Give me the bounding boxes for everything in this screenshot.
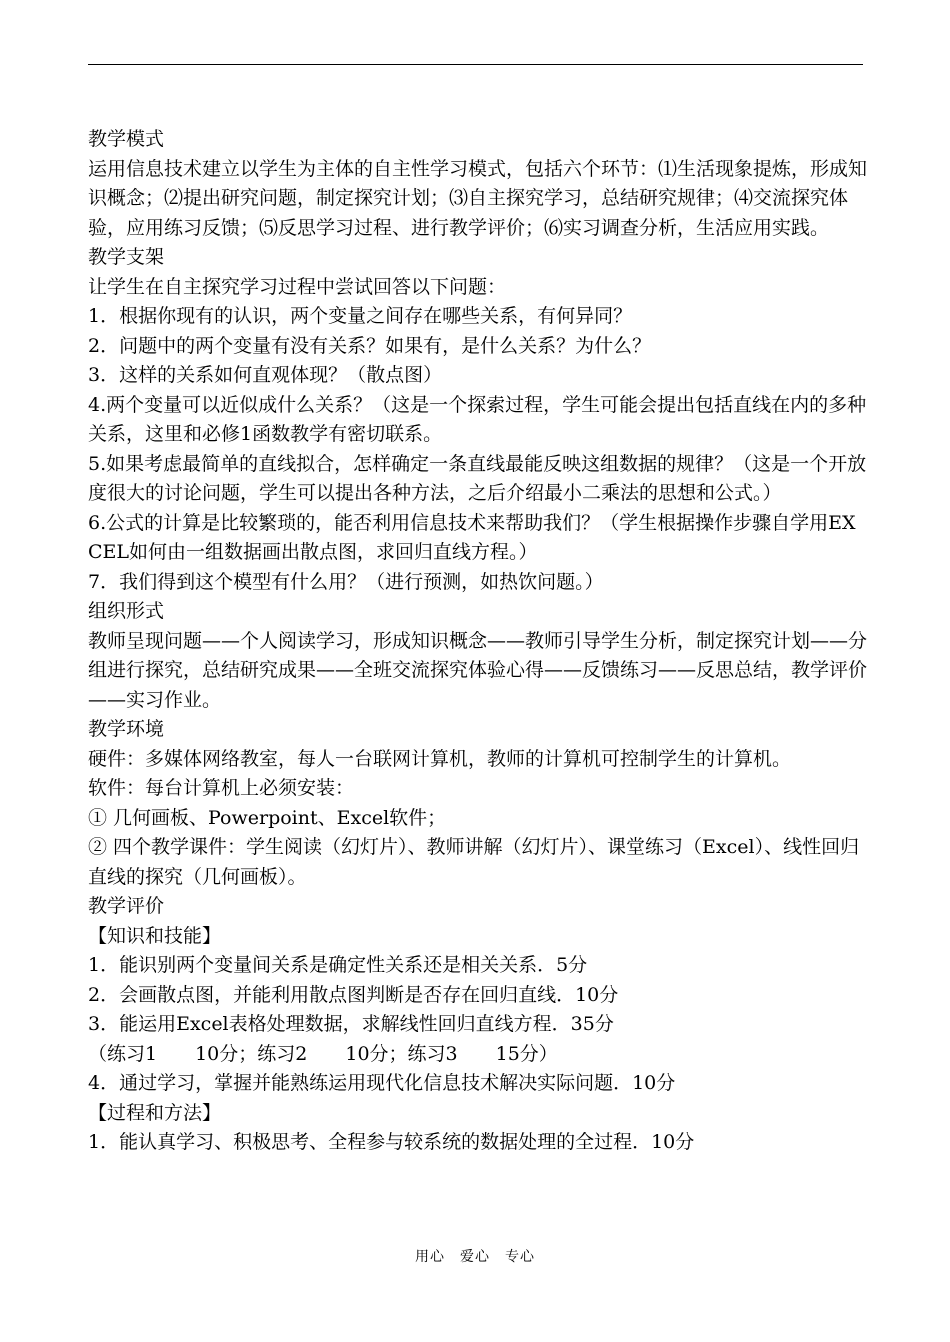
subheading: 【知识和技能】 xyxy=(88,924,222,947)
list-item: 6.公式的计算是比较繁琐的，能否利用信息技术来帮助我们？（学生根据操作步骤自学用EXCEL如何由一组数据画出散点图，求回归直线方程。） xyxy=(88,511,856,563)
list-item: 3．能运用Excel表格处理数据，求解线性回归直线方程．35分 xyxy=(88,1013,614,1035)
list-item: 7．我们得到这个模型有什么用？（进行预测，如热饮问题。） xyxy=(88,570,604,593)
section-heading-organization: 组织形式 xyxy=(88,600,165,622)
list-item: 2．问题中的两个变量有没有关系？如果有，是什么关系？为什么？ xyxy=(88,334,652,357)
list-item: 1．能识别两个变量间关系是确定性关系还是相关关系．5分 xyxy=(88,954,588,976)
subheading: 【过程和方法】 xyxy=(88,1101,222,1124)
document-body xyxy=(88,125,868,1158)
paragraph: 软件：每台计算机上必须安装： xyxy=(88,777,355,799)
list-item: ① 几何画板、Powerpoint、Excel软件； xyxy=(88,806,447,829)
list-item: 3．这样的关系如何直观体现？（散点图） xyxy=(88,364,443,386)
list-item: ② 四个教学课件：学生阅读（幻灯片）、教师讲解（幻灯片）、课堂练习（Excel）、线性回归直线的探究（几何画板）。 xyxy=(88,836,860,888)
section-heading-evaluation: 教学评价 xyxy=(88,895,165,917)
page-footer: 用心 爱心 专心 xyxy=(415,1249,535,1265)
section-heading-environment: 教学环境 xyxy=(88,718,165,740)
list-item: 5.如果考虑最简单的直线拟合，怎样确定一条直线最能反映这组数据的规律？（这是一个开放度很大的讨论问题，学生可以提出各种方法，之后介绍最小二乘法的思想和公式。） xyxy=(88,452,867,504)
paragraph: 运用信息技术建立以学生为主体的自主性学习模式，包括六个环节：⑴生活现象提炼，形成知识概念；⑵提出研究问题，制定探究计划；⑶自主探究学习，总结研究规律；⑷交流探究体验，应用练习反馈；⑸反思学习过程、进行教学评价；⑹实习调查分析，生活应用实践。 xyxy=(88,157,868,239)
list-item: 1．能认真学习、积极思考、全程参与较系统的数据处理的全过程．10分 xyxy=(88,1131,695,1153)
list-item: 2．会画散点图，并能利用散点图判断是否存在回归直线．10分 xyxy=(88,983,619,1006)
section-heading-teaching-scaffold: 教学支架 xyxy=(88,246,165,268)
header-rule xyxy=(88,64,863,65)
paragraph: 硬件：多媒体网络教室，每人一台联网计算机，教师的计算机可控制学生的计算机。 xyxy=(88,747,792,770)
list-item: 4．通过学习，掌握并能熟练运用现代化信息技术解决实际问题．10分 xyxy=(88,1072,676,1094)
list-item: （练习1 10分；练习2 10分；练习3 15分） xyxy=(88,1042,558,1065)
list-item: 1．根据你现有的认识，两个变量之间存在哪些关系，有何异同？ xyxy=(88,305,633,327)
paragraph: 教师呈现问题——个人阅读学习，形成知识概念——教师引导学生分析，制定探究计划——分组进行探究，总结研究成果——全班交流探究体验心得——反馈练习——反思总结，教学评价——实习作业。 xyxy=(88,629,868,711)
section-heading-teaching-mode: 教学模式 xyxy=(88,128,165,150)
list-item: 4.两个变量可以近似成什么关系？（这是一个探索过程，学生可能会提出包括直线在内的多种关系，这里和必修1函数教学有密切联系。 xyxy=(88,393,867,445)
paragraph: 让学生在自主探究学习过程中尝试回答以下问题： xyxy=(88,275,507,298)
